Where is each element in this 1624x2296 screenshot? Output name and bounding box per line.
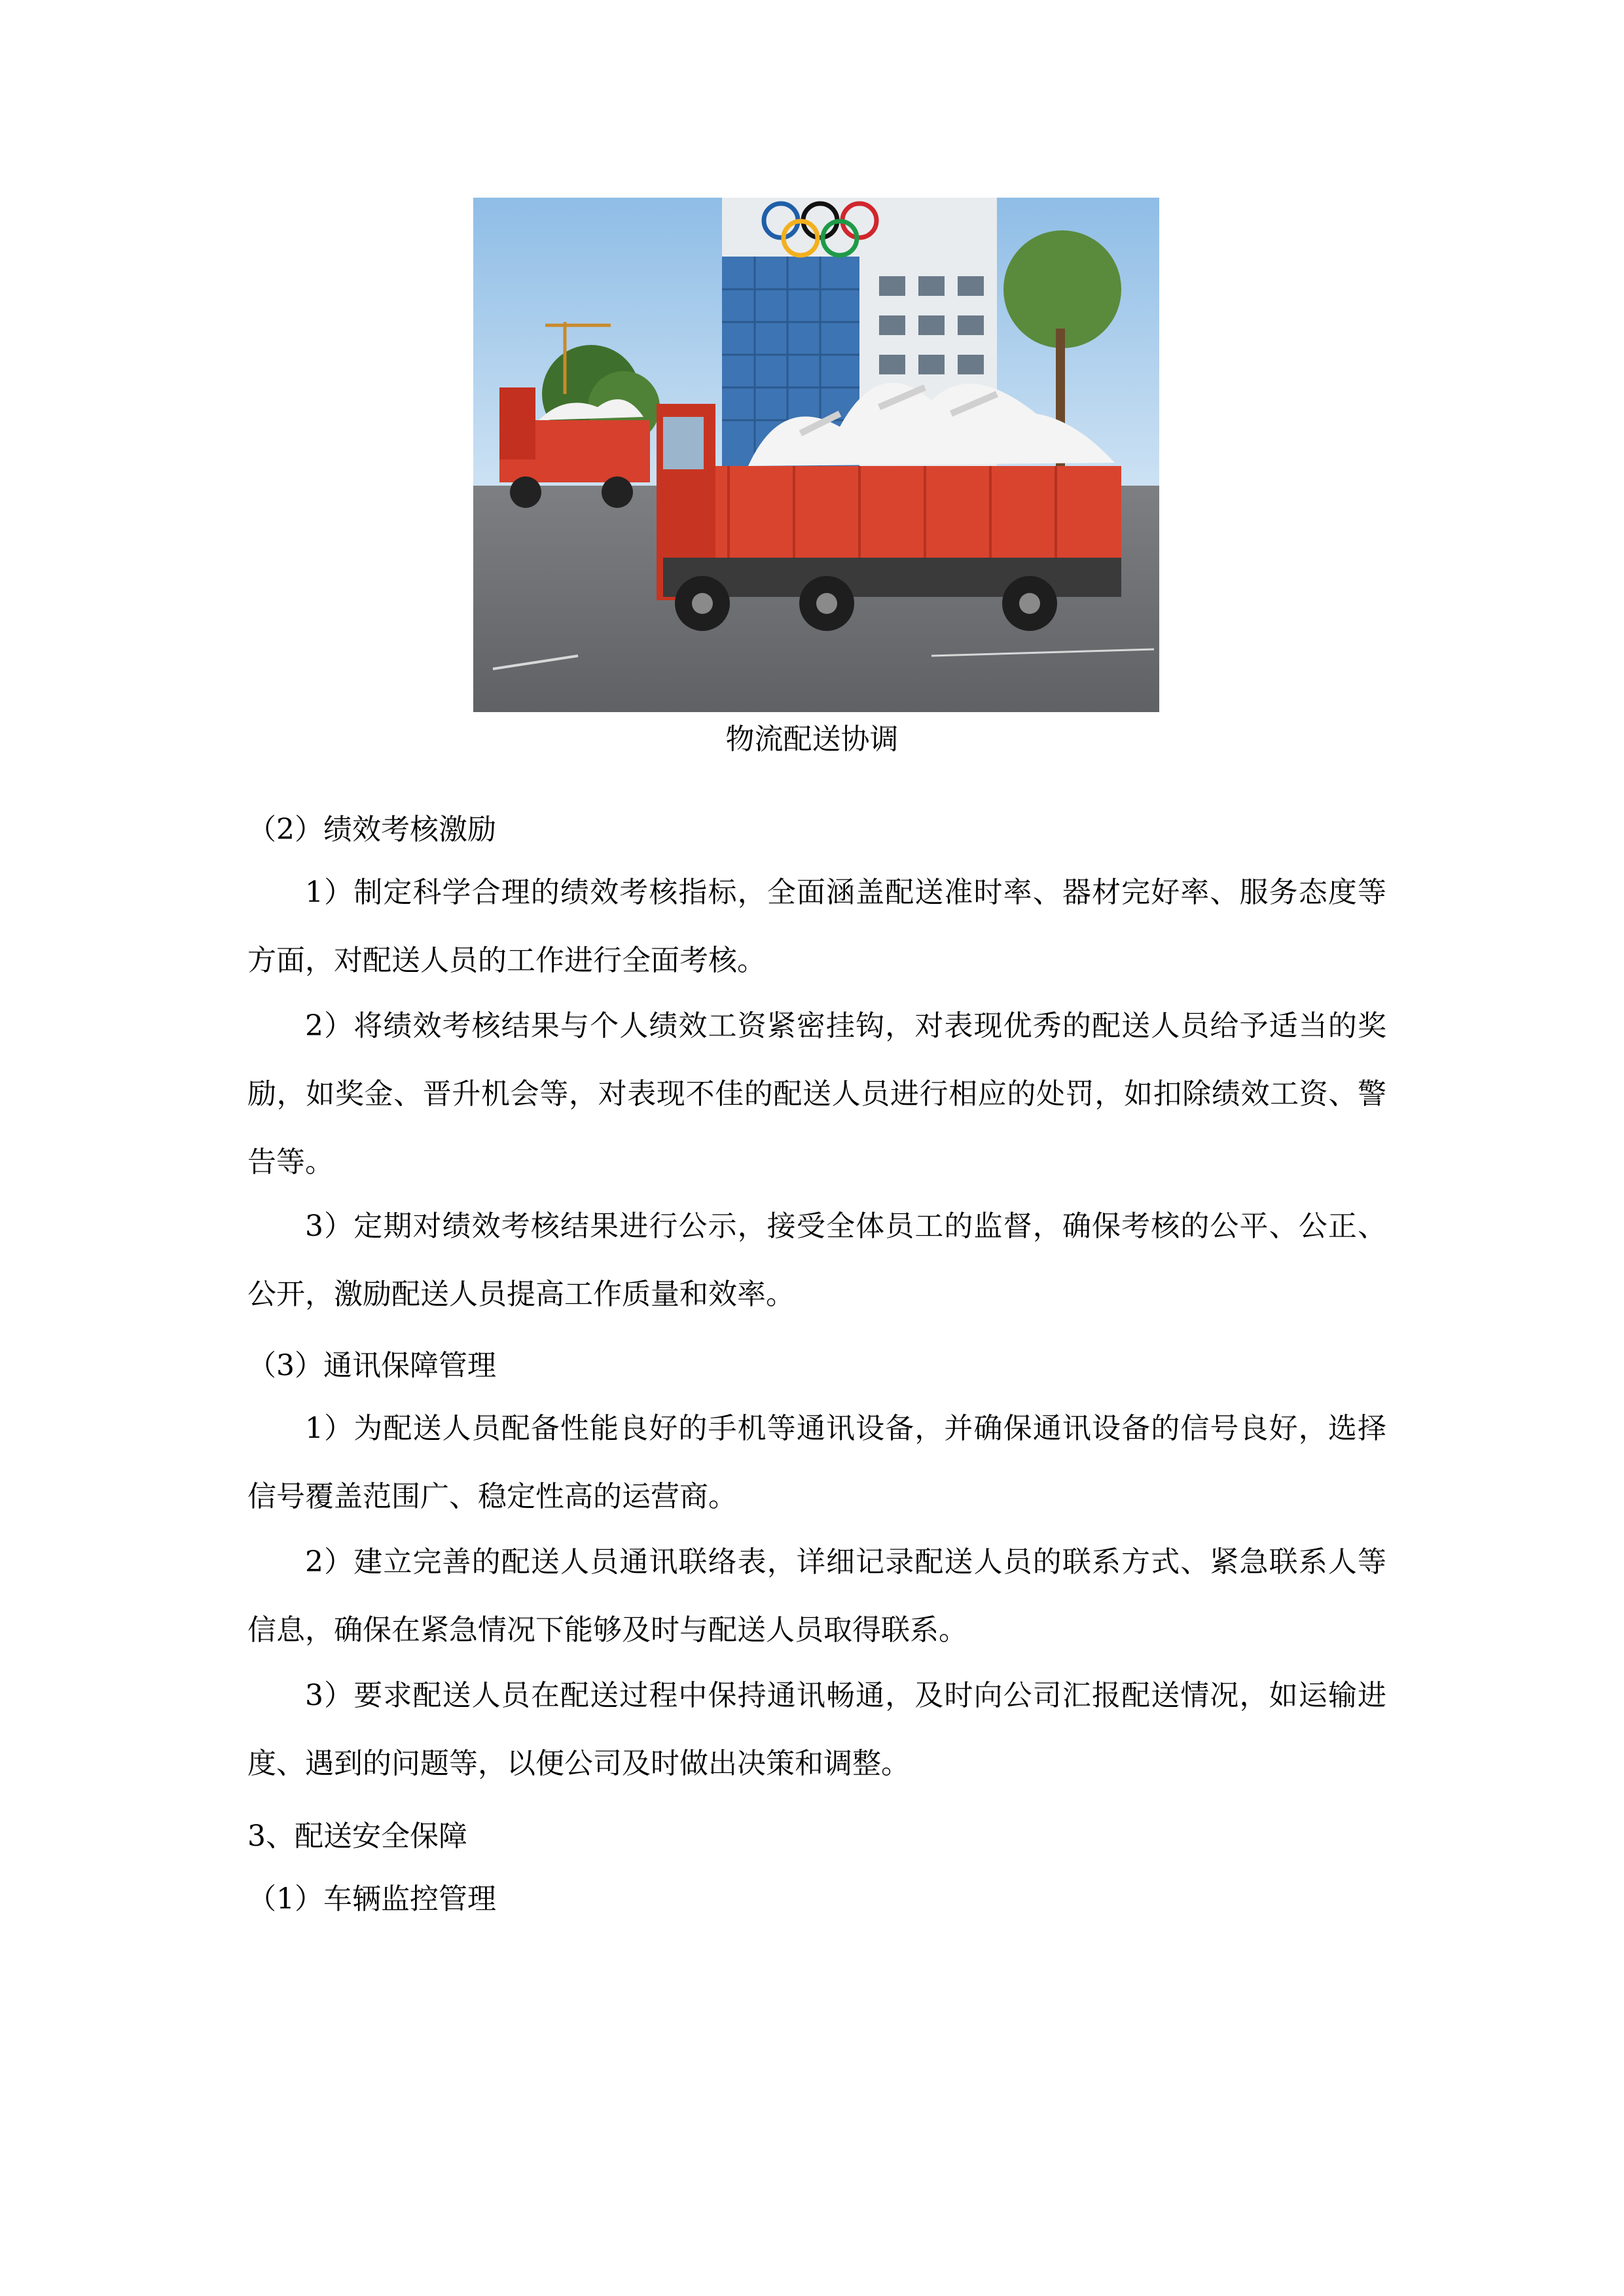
figure-photo [473,198,1159,712]
section-heading-performance: （2）绩效考核激励 [247,813,496,846]
figure-caption: 物流配送协调 [725,723,899,756]
subsection-heading-vehicle-monitoring: （1）车辆监控管理 [247,1882,496,1916]
paragraph-communication-1: 1）为配送人员配备性能良好的手机等通讯设备，并确保通讯设备的信号良好，选择信号覆盖范围广、稳定性高的运营商。 [247,1412,1386,1513]
paragraph-performance-3: 3）定期对绩效考核结果进行公示，接受全体员工的监督，确保考核的公平、公正、公开，激励配送人员提高工作质量和效率。 [247,1210,1386,1311]
paragraph-performance-1: 1）制定科学合理的绩效考核指标，全面涵盖配送准时率、器材完好率、服务态度等方面，对配送人员的工作进行全面考核。 [247,876,1386,977]
paragraph-communication-2: 2）建立完善的配送人员通讯联络表，详细记录配送人员的联系方式、紧急联系人等信息，确保在紧急情况下能够及时与配送人员取得联系。 [247,1545,1386,1647]
photo-trucks-icon [473,198,1159,712]
section-heading-safety: 3、配送安全保障 [247,1820,467,1853]
paragraph-communication-3: 3）要求配送人员在配送过程中保持通讯畅通，及时向公司汇报配送情况，如运输进度、遇到的问题等，以便公司及时做出决策和调整。 [247,1679,1386,1780]
paragraph-performance-2: 2）将绩效考核结果与个人绩效工资紧密挂钩，对表现优秀的配送人员给予适当的奖励，如奖金、晋升机会等，对表现不佳的配送人员进行相应的处罚，如扣除绩效工资、警告等。 [247,1009,1386,1179]
section-heading-communication: （3）通讯保障管理 [247,1349,496,1382]
